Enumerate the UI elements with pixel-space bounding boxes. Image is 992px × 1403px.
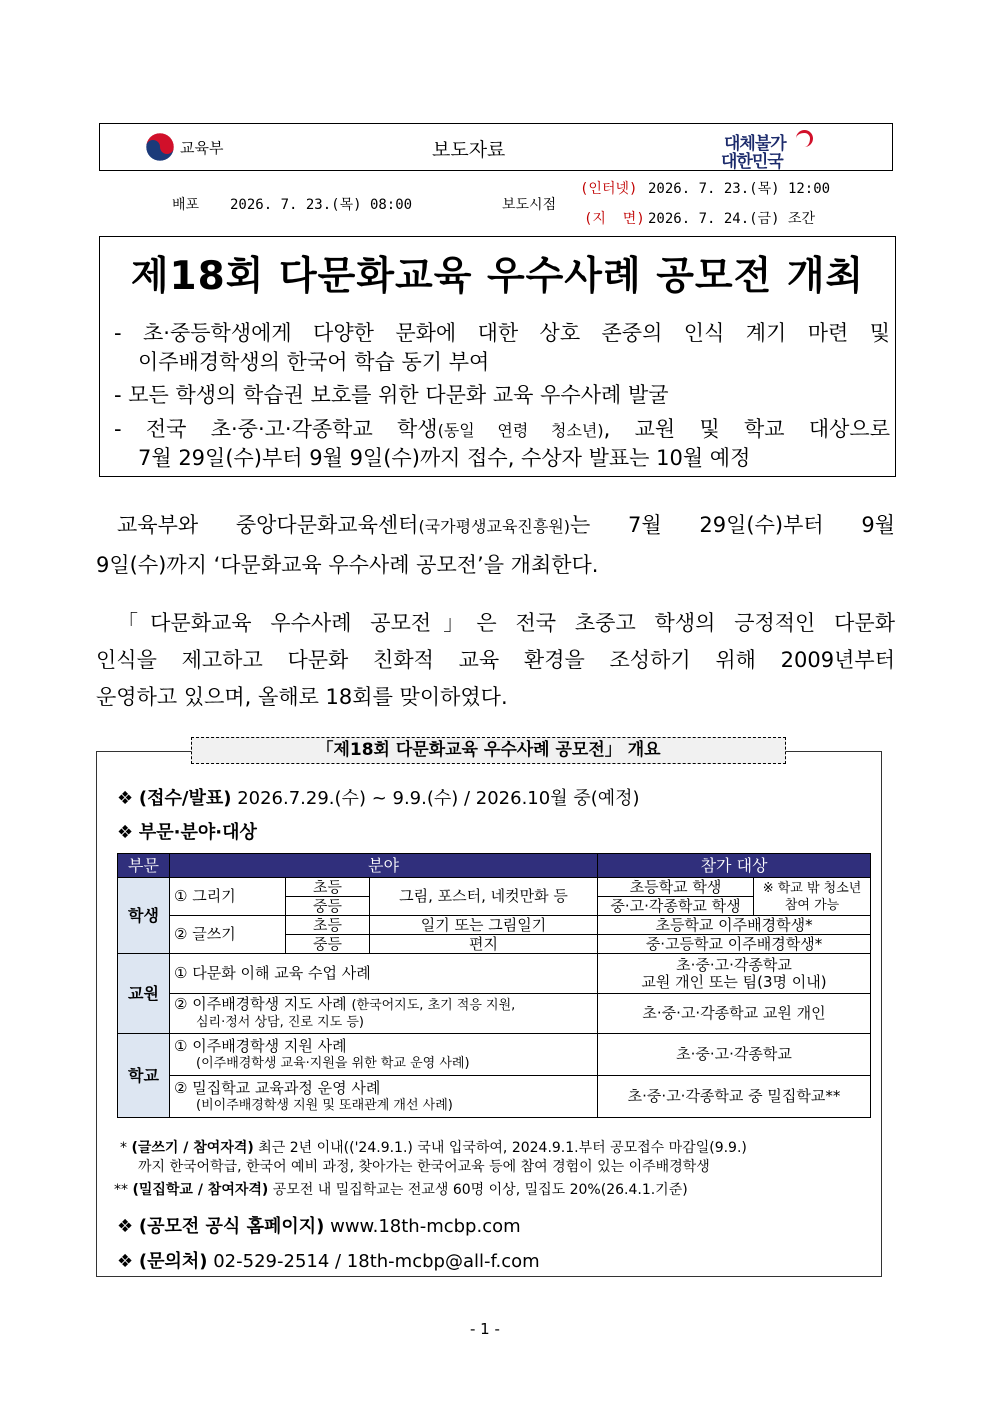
slogan-swoosh <box>796 130 813 147</box>
note-2-text: 공모전 내 밀집학교는 전교생 60명 이상, 밀집도 20%(26.4.1.기준) <box>272 1182 688 1198</box>
bullet-2: - 모든 학생의 학습권 보호를 위한 다문화 교육 우수사례 발굴 <box>114 383 669 407</box>
contest-table <box>117 853 871 1118</box>
para2-line-3: 운영하고 있으며, 올해로 18회를 맞이하였다. <box>96 685 508 709</box>
school-field-1 <box>170 1034 598 1076</box>
bullet-3-part-a: - 전국 초·중·고·각종학교 학생 <box>114 417 438 441</box>
sections-label: 부문·분야·대상 <box>138 822 257 843</box>
header-section: 부문 <box>118 854 170 878</box>
write-elem-target: 초등학교 이주배경학생* <box>598 916 871 935</box>
teacher-field-1: ① 다문화 이해 교육 수업 사례 <box>170 954 598 994</box>
contact-value[interactable]: 02-529-2514 / 18th-mcbp@all-f.com <box>213 1251 540 1272</box>
para1-line-2: 9일(수)까지 ‘다문화교육 우수사례 공모전’을 개최한다. <box>96 553 599 577</box>
draw-elem-target: 초등학교 학생 <box>598 878 754 897</box>
teacher-field-2-main: ② 이주배경학생 지도 사례 <box>174 995 347 1013</box>
bullet-1-line-2: 이주배경학생의 한국어 학습 동기 부여 <box>138 350 490 374</box>
drawing-mid: 중등 <box>286 897 370 916</box>
note-writing <box>120 1139 872 1158</box>
release-label: 보도시점 <box>502 197 557 213</box>
writing-mid-field: 편지 <box>370 935 598 954</box>
writing-label: ② 글쓰기 <box>170 916 286 954</box>
bullet-1-line-1: - 초·중등학생에게 다양한 문화에 대한 상호 존중의 인식 계기 마련 및 <box>114 321 890 345</box>
out-of-school-line-1: ※ 학교 밖 청소년 <box>762 880 862 896</box>
drawing-elem: 초등 <box>286 878 370 897</box>
diamond-icon: ❖ <box>117 788 134 809</box>
teacher-target-1-line-2: 교원 개인 또는 팀(3명 이내) <box>641 972 827 991</box>
school-field-2-sub: (비이주배경학생 지원 및 또래관계 개선 사례) <box>196 1097 453 1113</box>
note-dense-school <box>114 1181 688 1200</box>
teacher-field-2 <box>170 994 598 1034</box>
school-field-2 <box>170 1076 598 1118</box>
slogan-line-1: 대체불가 <box>724 134 786 154</box>
note-2-mark: ** <box>114 1182 128 1198</box>
draw-mid-target: 중·고·각종학교 학생 <box>598 897 754 916</box>
overview-title: 「제18회 다문화교육 우수사례 공모전」 개요 <box>191 737 786 764</box>
school-field-2-main: ② 밀집학교 교육과정 운영 사례 <box>174 1078 381 1097</box>
diamond-icon: ❖ <box>117 822 134 843</box>
distribution-label: 배포 <box>172 197 200 213</box>
school-target-1: 초·중·고·각종학교 <box>598 1034 871 1076</box>
school-field-1-main: ① 이주배경학생 지원 사례 <box>174 1036 347 1055</box>
school-field-1-sub: (이주배경학생 교육·지원을 위한 학교 운영 사례) <box>196 1055 470 1071</box>
teacher-field-2-sub-2: 심리·정서 상담, 진로 지도 등) <box>196 1015 365 1030</box>
drawing-label: ① 그리기 <box>170 878 286 916</box>
paper-time: 2026. 7. 24.(금) 조간 <box>648 211 816 227</box>
category-school: 학교 <box>118 1034 170 1118</box>
school-target-2: 초·중·고·각종학교 중 밀집학교** <box>598 1076 871 1118</box>
schedule-line <box>117 784 640 810</box>
diamond-icon: ❖ <box>117 1251 134 1272</box>
para1-part-b: (국가평생교육진흥원) <box>418 517 571 536</box>
homepage-label: (공모전 공식 홈페이지) <box>138 1216 325 1237</box>
slogan-line-2: 대한민국 <box>721 152 783 172</box>
para1-line-1 <box>117 505 895 547</box>
writing-elem-field: 일기 또는 그림일기 <box>370 916 598 935</box>
homepage-line <box>117 1212 521 1238</box>
ministry-logo-icon <box>145 132 175 162</box>
distribution-time: 2026. 7. 23.(목) 08:00 <box>230 197 413 213</box>
header-target: 참가 대상 <box>598 854 871 878</box>
category-student: 학생 <box>118 878 170 954</box>
paper-tag: (지 면) <box>584 211 645 227</box>
para2-line-2: 인식을 제고하고 다문화 친화적 교육 환경을 조성하기 위해 2009년부터 <box>96 648 895 672</box>
out-of-school-line-2: 참여 가능 <box>784 897 840 913</box>
para1-part-c: 는 7월 29일(수)부터 9월 <box>570 513 895 537</box>
page-title: 제18회 다문화교육 우수사례 공모전 개최 <box>130 254 865 299</box>
schedule-label: (접수/발표) <box>138 788 232 809</box>
header-field: 분야 <box>170 854 598 878</box>
note-2-label: (밀집학교 / 참여자격) <box>132 1182 269 1198</box>
teacher-field-2-sub-1: (한국어지도, 초기 적응 지원, <box>351 998 516 1013</box>
bullet-3-part-c: , 교원 및 학교 대상으로 <box>603 417 890 441</box>
contact-label: (문의처) <box>138 1251 208 1272</box>
diamond-icon: ❖ <box>117 1216 134 1237</box>
bullet-3-part-b: (동일 연령 청소년) <box>437 421 604 440</box>
internet-tag: (인터넷) <box>580 181 638 197</box>
note-1-text-1: 최근 2년 이내(('24.9.1.) 국내 입국하여, 2024.9.1.부터 공모접수 마감일(9.9.) <box>258 1140 747 1156</box>
note-1-text-2: 까지 한국어학급, 한국어 예비 과정, 찾아가는 한국어교육 등에 참여 경험이 있는 이주배경학생 <box>138 1159 710 1175</box>
slogan-logo <box>718 128 814 172</box>
teacher-target-1-line-1: 초·중·고·각종학교 <box>676 955 792 974</box>
drawing-field: 그림, 포스터, 네컷만화 등 <box>370 878 598 916</box>
para2-line-1: 「다문화교육 우수사례 공모전」은 전국 초중고 학생의 긍정적인 다문화 <box>117 611 895 635</box>
bullet-3-line-2: 7월 29일(수)부터 9월 9일(수)까지 접수, 수상자 발표는 10월 예정 <box>138 446 751 470</box>
write-mid-target: 중·고등학교 이주배경학생* <box>598 935 871 954</box>
writing-elem: 초등 <box>286 916 370 935</box>
teacher-target-1 <box>598 954 871 994</box>
writing-mid: 중등 <box>286 935 370 954</box>
internet-time: 2026. 7. 23.(목) 12:00 <box>648 181 831 197</box>
homepage-link[interactable]: www.18th-mcbp.com <box>330 1216 521 1237</box>
note-1-mark: * <box>120 1140 127 1156</box>
bullet-3-line-1 <box>114 414 890 446</box>
schedule-value: 2026.7.29.(수) ~ 9.9.(수) / 2026.10월 중(예정) <box>237 788 640 809</box>
category-teacher: 교원 <box>118 954 170 1034</box>
org-name: 교육부 <box>180 139 224 157</box>
contact-line <box>117 1247 540 1273</box>
teacher-target-2: 초·중·고·각종학교 교원 개인 <box>598 994 871 1034</box>
document-type: 보도자료 <box>432 139 506 161</box>
out-of-school-note <box>754 878 871 916</box>
note-1-label: (글쓰기 / 참여자격) <box>131 1140 254 1156</box>
para1-part-a: 교육부와 중앙다문화교육센터 <box>117 513 419 537</box>
page-number: - 1 - <box>470 1320 500 1338</box>
sections-heading <box>117 818 257 844</box>
